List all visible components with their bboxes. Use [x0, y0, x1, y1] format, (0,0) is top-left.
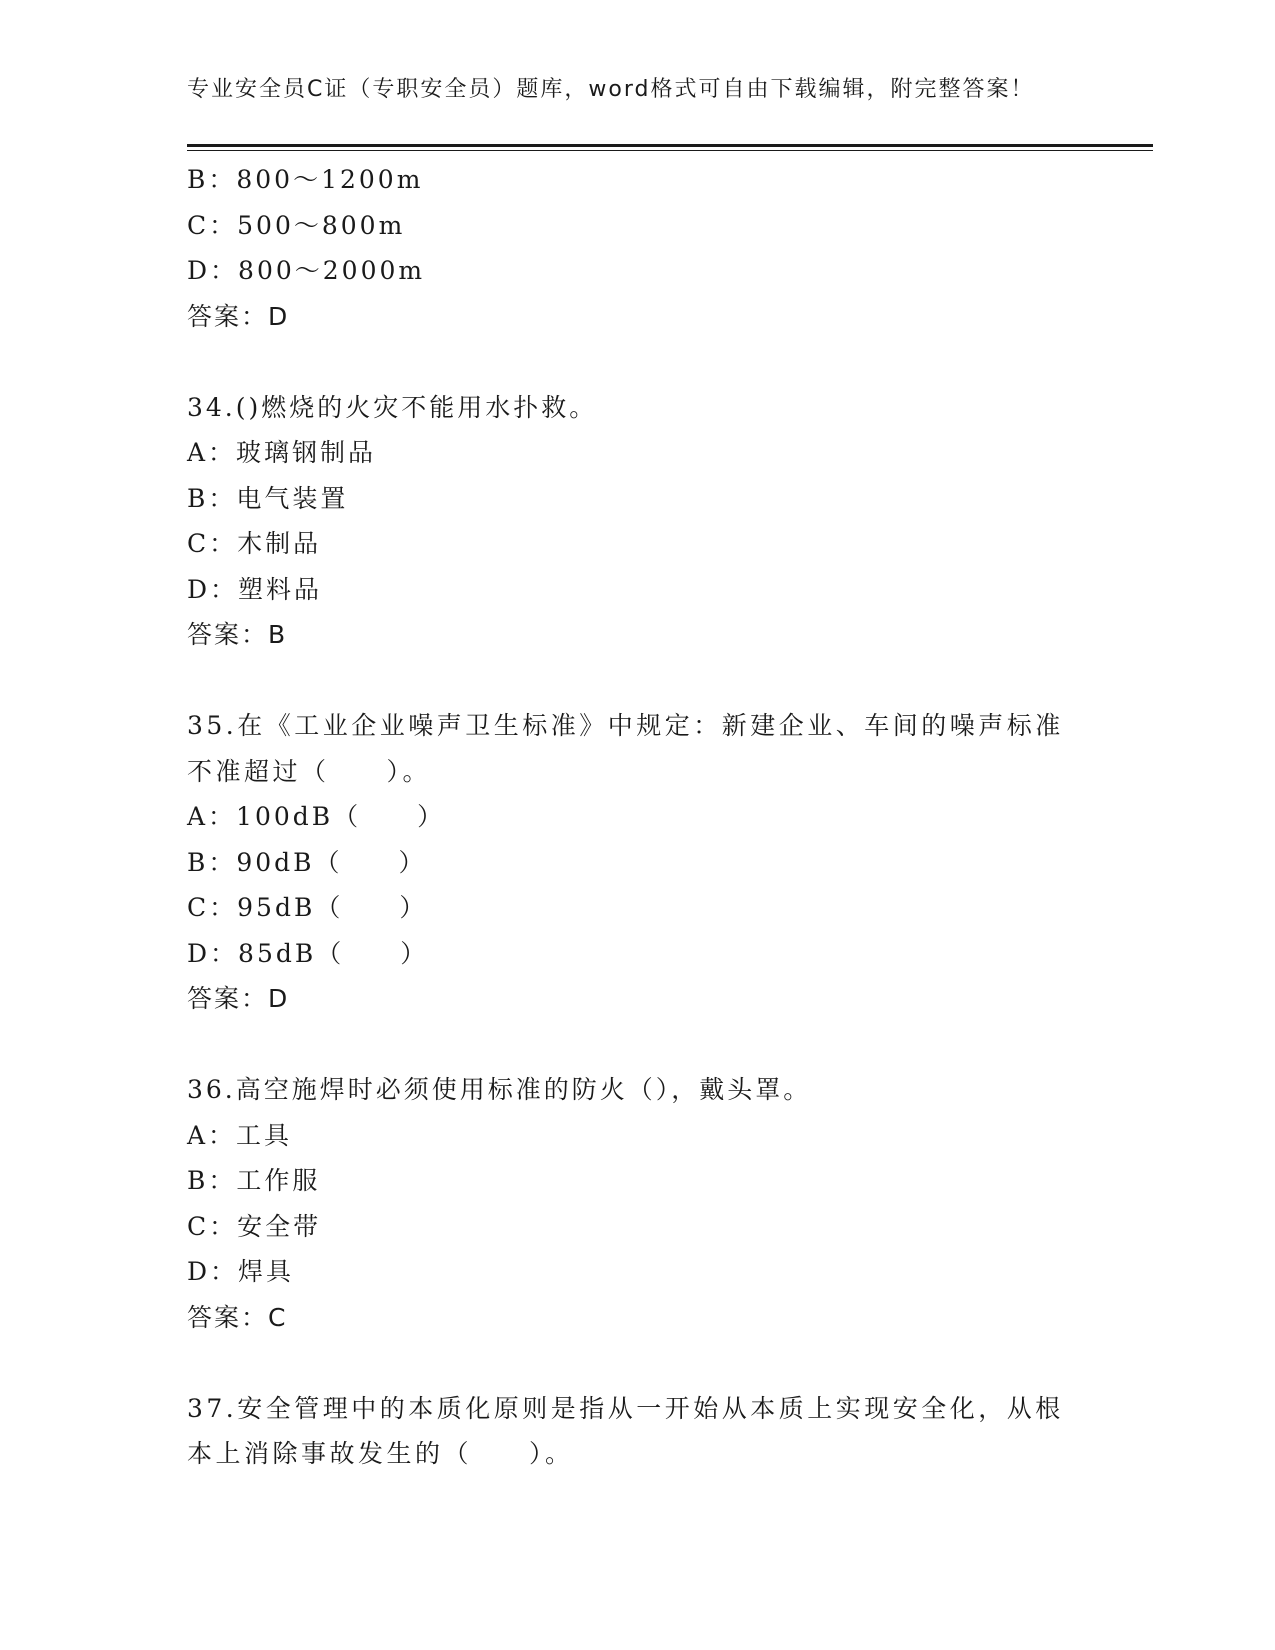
header-rule-thin [187, 150, 1153, 151]
question-stem-continued: 本上消除事故发生的（ ）。 [187, 1439, 574, 1468]
question-block-33 [187, 157, 1087, 339]
option-c: C：木制品 [187, 529, 322, 558]
option-d: D：焊具 [187, 1257, 295, 1286]
question-stem-continued: 不准超过（ ）。 [187, 756, 432, 786]
page-header: 专业安全员C证（专职安全员）题库，word格式可自由下载编辑，附完整答案！ [187, 77, 1035, 102]
option-b: B：电气装置 [187, 483, 349, 513]
question-block-35 [187, 703, 1087, 1022]
answer-label: 答案：D [187, 984, 290, 1013]
option-d: D：塑料品 [187, 574, 323, 604]
question-stem: 34.()燃烧的火灾不能用水扑救。 [187, 392, 598, 422]
option-b: B：800～1200m [187, 165, 424, 194]
spacer [187, 658, 1087, 704]
answer-label: 答案：D [187, 301, 290, 331]
answer-label: 答案：B [187, 620, 288, 649]
option-a: A：100dB（ ） [187, 802, 446, 831]
option-a: A：玻璃钢制品 [187, 438, 377, 467]
option-a: A：工具 [187, 1120, 293, 1150]
option-c: C：安全带 [187, 1211, 322, 1241]
question-stem: 37.安全管理中的本质化原则是指从一开始从本质上实现安全化，从根 [187, 1393, 1064, 1423]
option-b: B：工作服 [187, 1166, 321, 1195]
question-stem: 35.在《工业企业噪声卫生标准》中规定：新建企业、车间的噪声标准 [187, 711, 1064, 740]
option-d: D：800～2000m [187, 256, 426, 285]
question-block-34 [187, 385, 1087, 658]
option-c: C：95dB（ ） [187, 893, 428, 922]
question-stem: 36.高空施焊时必须使用标准的防火（），戴头罩。 [187, 1075, 812, 1104]
option-b: B：90dB（ ） [187, 847, 427, 877]
option-c: C：500～800m [187, 210, 406, 240]
option-d: D：85dB（ ） [187, 938, 429, 968]
answer-label: 答案：C [187, 1302, 288, 1332]
question-block-37 [187, 1386, 1087, 1477]
spacer [187, 1340, 1087, 1386]
header-rule-thick [187, 144, 1153, 147]
question-block-36 [187, 1067, 1087, 1340]
spacer [187, 339, 1087, 385]
question-list [187, 157, 1087, 1477]
spacer [187, 1022, 1087, 1068]
